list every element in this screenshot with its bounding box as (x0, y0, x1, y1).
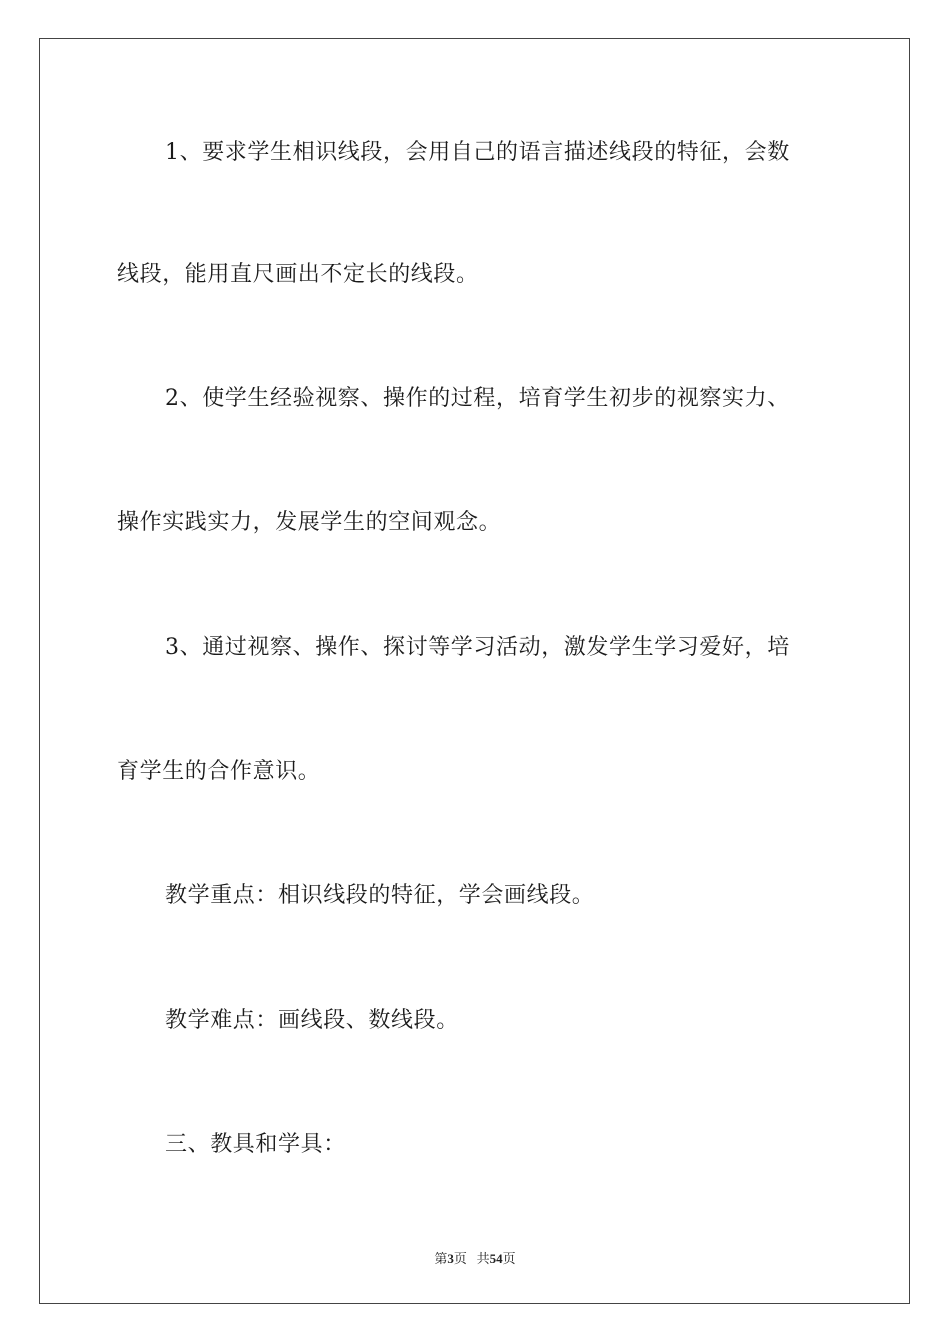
footer-total-suffix: 页 (502, 1251, 516, 1266)
footer-current-page: 3 (447, 1251, 454, 1266)
teaching-focus: 教学重点：相识线段的特征，学会画线段。 (165, 883, 595, 908)
paragraph-2-line-1: 2、使学生经验视察、操作的过程，培育学生初步的视察实力、 (165, 386, 790, 411)
paragraph-3-line-1: 3、通过视察、操作、探讨等学习活动，激发学生学习爱好，培 (165, 635, 790, 660)
footer-page-suffix: 页 (453, 1251, 467, 1266)
footer-total-pages: 54 (489, 1251, 503, 1266)
section-heading-tools: 三、教具和学具： (165, 1132, 346, 1157)
paragraph-1-line-1: 1、要求学生相识线段，会用自己的语言描述线段的特征，会数 (165, 140, 790, 165)
paragraph-2-line-2: 操作实践实力，发展学生的空间观念。 (117, 510, 502, 535)
footer-total-prefix: 共 (476, 1251, 490, 1266)
page-footer (0, 1248, 950, 1267)
footer-prefix: 第 (434, 1251, 448, 1266)
paragraph-1-line-2: 线段，能用直尺画出不定长的线段。 (117, 262, 479, 287)
page-border (39, 38, 910, 1304)
teaching-difficulty: 教学难点：画线段、数线段。 (165, 1008, 459, 1033)
paragraph-3-line-2: 育学生的合作意识。 (117, 759, 321, 784)
